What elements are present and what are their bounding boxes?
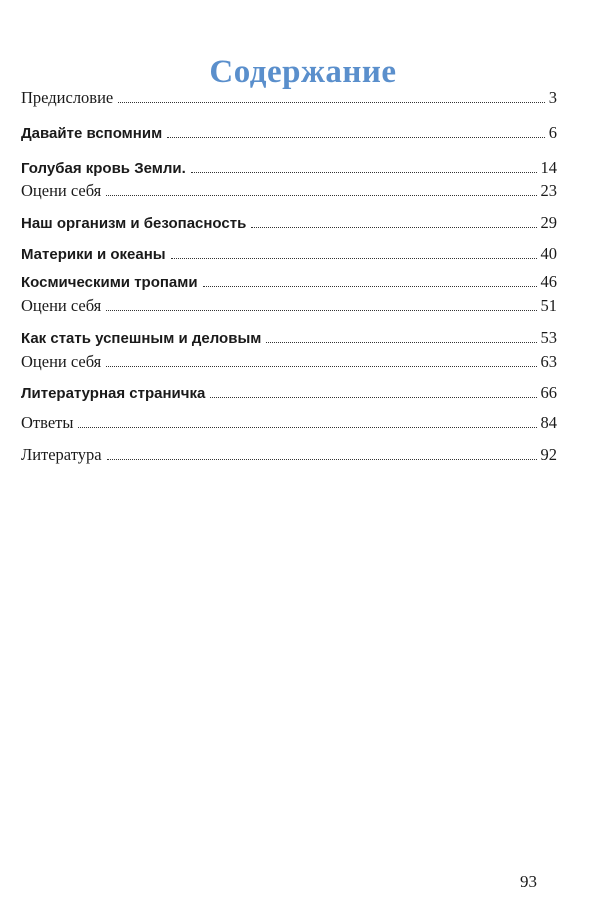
toc-entry-label: Наш организм и безопасность bbox=[21, 215, 247, 232]
toc-entry bbox=[21, 181, 557, 201]
toc-dot-leader bbox=[191, 172, 537, 173]
toc-entry-label: Материки и океаны bbox=[21, 246, 166, 263]
toc-entry-page: 92 bbox=[540, 445, 557, 464]
toc-entry-label: Литература bbox=[21, 445, 102, 464]
toc-dot-leader bbox=[78, 427, 536, 428]
toc-entry-label: Голубая кровь Земли. bbox=[21, 160, 186, 177]
toc-entry-page: 6 bbox=[548, 123, 557, 142]
toc-dot-leader bbox=[118, 102, 545, 103]
toc-dot-leader bbox=[167, 137, 545, 138]
toc-dot-leader bbox=[251, 227, 536, 228]
toc-entry-page: 14 bbox=[540, 158, 557, 177]
toc-entry-page: 29 bbox=[540, 213, 557, 232]
toc-entry-page: 66 bbox=[540, 383, 557, 402]
toc-dot-leader bbox=[106, 310, 536, 311]
page-title: Содержание bbox=[209, 54, 397, 91]
toc-entry-label: Литературная страничка bbox=[21, 385, 206, 402]
toc-dot-leader bbox=[106, 366, 536, 367]
toc-dot-leader bbox=[107, 459, 537, 460]
toc-entry-page: 53 bbox=[540, 328, 557, 347]
toc-entry bbox=[21, 244, 557, 265]
toc-dot-leader bbox=[210, 397, 536, 398]
toc-entry-page: 63 bbox=[540, 352, 557, 371]
toc-entry-page: 40 bbox=[540, 244, 557, 263]
toc-entry-label: Оцени себя bbox=[21, 181, 102, 200]
toc-entry-label: Давайте вспомним bbox=[21, 125, 163, 142]
page-number: 93 bbox=[520, 872, 537, 891]
toc-entry-label: Предисловие bbox=[21, 88, 114, 107]
toc-dot-leader bbox=[203, 286, 537, 287]
toc-entry-page: 23 bbox=[540, 181, 557, 200]
toc-entry bbox=[21, 413, 557, 433]
toc-entry bbox=[21, 272, 557, 293]
toc-dot-leader bbox=[266, 342, 536, 343]
toc-entry bbox=[21, 158, 557, 179]
toc-entry-page: 84 bbox=[540, 413, 557, 432]
toc-entry-label: Оцени себя bbox=[21, 352, 102, 371]
toc-entry-label: Как стать успешным и деловым bbox=[21, 330, 262, 347]
toc-entry-label: Оцени себя bbox=[21, 296, 102, 315]
toc-entry-label: Ответы bbox=[21, 413, 74, 432]
toc-entry bbox=[21, 123, 557, 144]
toc-dot-leader bbox=[106, 195, 536, 196]
toc-entry bbox=[21, 296, 557, 316]
toc-entry bbox=[21, 383, 557, 404]
toc-entry-page: 51 bbox=[540, 296, 557, 315]
toc-entry-page: 3 bbox=[548, 88, 557, 107]
toc-entry bbox=[21, 213, 557, 234]
toc-entry bbox=[21, 352, 557, 372]
toc-dot-leader bbox=[171, 258, 537, 259]
toc-entry bbox=[21, 88, 557, 108]
toc-entry-page: 46 bbox=[540, 272, 557, 291]
toc-entry bbox=[21, 445, 557, 465]
toc-entry-label: Космическими тропами bbox=[21, 274, 198, 291]
toc-entry bbox=[21, 328, 557, 349]
